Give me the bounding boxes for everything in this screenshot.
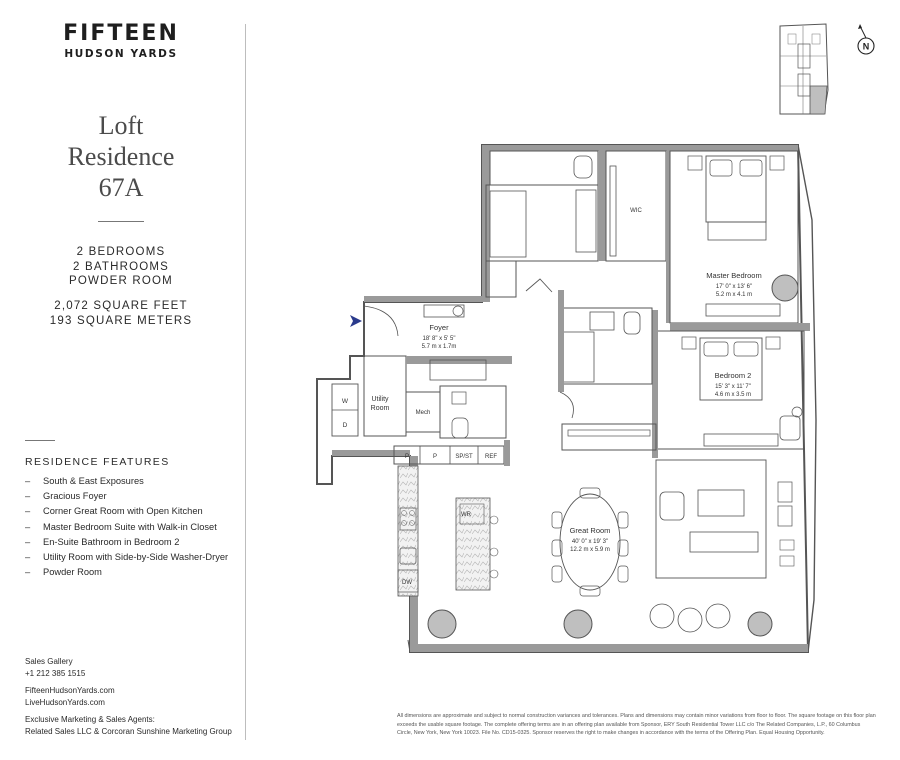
agents-names: Related Sales LLC & Corcoran Sunshine Marketing Group bbox=[25, 726, 232, 736]
feature-text: En-Suite Bathroom in Bedroom 2 bbox=[43, 536, 180, 547]
feature-text: Gracious Foyer bbox=[43, 491, 107, 502]
room-dim-great-metric: 12.2 m x 5.9 m bbox=[570, 547, 610, 553]
spec-square-feet: 2,072 SQUARE FEET bbox=[54, 300, 188, 312]
website-link[interactable]: LiveHudsonYards.com bbox=[25, 697, 105, 707]
room-label-utility: Room bbox=[370, 405, 390, 412]
residence-title-line: Loft bbox=[98, 111, 144, 140]
room-label-master: Master Bedroom bbox=[706, 271, 762, 280]
label-mech: Mech bbox=[415, 410, 431, 416]
label-spst: SP/ST bbox=[455, 454, 473, 460]
bullet-dash: – bbox=[25, 536, 31, 547]
feature-text: Master Bedroom Suite with Walk-in Closet bbox=[43, 521, 217, 532]
label-ref: REF bbox=[485, 454, 497, 460]
sales-phone[interactable]: +1 212 385 1515 bbox=[25, 668, 86, 678]
bullet-dash: – bbox=[25, 567, 31, 578]
exterior-wall bbox=[317, 145, 808, 652]
room-dim-bedroom2-imperial: 15' 3" x 11' 7" bbox=[715, 384, 751, 390]
room-dim-master-metric: 5.2 m x 4.1 m bbox=[715, 292, 753, 298]
spec-bathrooms: 2 BATHROOMS bbox=[72, 260, 170, 273]
room-label-utility: Utility bbox=[371, 396, 389, 403]
label-pantry-1: P bbox=[404, 454, 410, 460]
label-pantry-2: P bbox=[432, 454, 438, 460]
residence-title-line: Residence bbox=[67, 142, 175, 171]
room-label-bedroom2: Bedroom 2 bbox=[714, 371, 752, 380]
label-wine-refrigerator: WR bbox=[461, 512, 471, 518]
bullet-dash: – bbox=[25, 506, 31, 517]
room-dim-foyer-imperial: 18' 8" x 5' 5" bbox=[422, 336, 456, 342]
entry-arrow-icon bbox=[350, 315, 362, 327]
room-label-foyer: Foyer bbox=[429, 323, 449, 332]
bullet-dash: – bbox=[25, 521, 31, 532]
residence-title-line: 67A bbox=[98, 173, 144, 202]
label-wic: WIC bbox=[630, 208, 642, 214]
brand-subname: HUDSON YARDS bbox=[64, 48, 178, 60]
room-dim-great-imperial: 40' 0" x 19' 3" bbox=[571, 539, 609, 545]
compass-letter: N bbox=[862, 41, 870, 52]
brand-name: FIFTEEN bbox=[63, 21, 179, 46]
feature-text: Corner Great Room with Open Kitchen bbox=[43, 506, 203, 517]
features-heading: RESIDENCE FEATURES bbox=[25, 456, 170, 468]
bullet-dash: – bbox=[25, 491, 31, 502]
spec-powder-room: POWDER ROOM bbox=[69, 275, 173, 287]
spec-square-meters: 193 SQUARE METERS bbox=[49, 314, 193, 327]
bullet-dash: – bbox=[25, 551, 31, 562]
room-dim-foyer-metric: 5.7 m x 1.7m bbox=[421, 344, 457, 350]
website-link[interactable]: FifteenHudsonYards.com bbox=[25, 686, 115, 695]
feature-text: Powder Room bbox=[43, 567, 102, 578]
feature-text: Utility Room with Side-by-Side Washer-Dryer bbox=[43, 551, 229, 562]
sales-gallery-label: Sales Gallery bbox=[25, 657, 73, 666]
bullet-dash: – bbox=[25, 476, 31, 486]
label-dryer: D bbox=[342, 422, 348, 429]
feature-text: South & East Exposures bbox=[43, 476, 144, 486]
label-washer: W bbox=[341, 398, 349, 405]
room-dim-bedroom2-metric: 4.6 m x 3.5 m bbox=[714, 392, 752, 398]
spec-bedrooms: 2 BEDROOMS bbox=[76, 246, 166, 258]
legal-disclaimer: All dimensions are approximate and subject to normal construction variances and tolerances. Plans and dimensions may contain minor variations from floor to floor. The square footage on this floor plan exceeds the usable square footage. The complete offering terms are in an offering plan available from Sponsor, ERY South Residential Tower LLC c/o The Related Companies, L.P., 60 Columbus Circle, New York, New York 10023. File No. CD15-0325. Sponsor reserves the right to make changes in accordance with the terms of the Offering Plan. Equal Housing Opportunity. bbox=[397, 713, 876, 737]
room-label-great: Great Room bbox=[569, 526, 611, 535]
room-dim-master-imperial: 17' 0" x 13' 6" bbox=[715, 284, 753, 290]
agents-label: Exclusive Marketing & Sales Agents: bbox=[25, 715, 155, 724]
label-dishwasher: DW bbox=[402, 580, 412, 586]
